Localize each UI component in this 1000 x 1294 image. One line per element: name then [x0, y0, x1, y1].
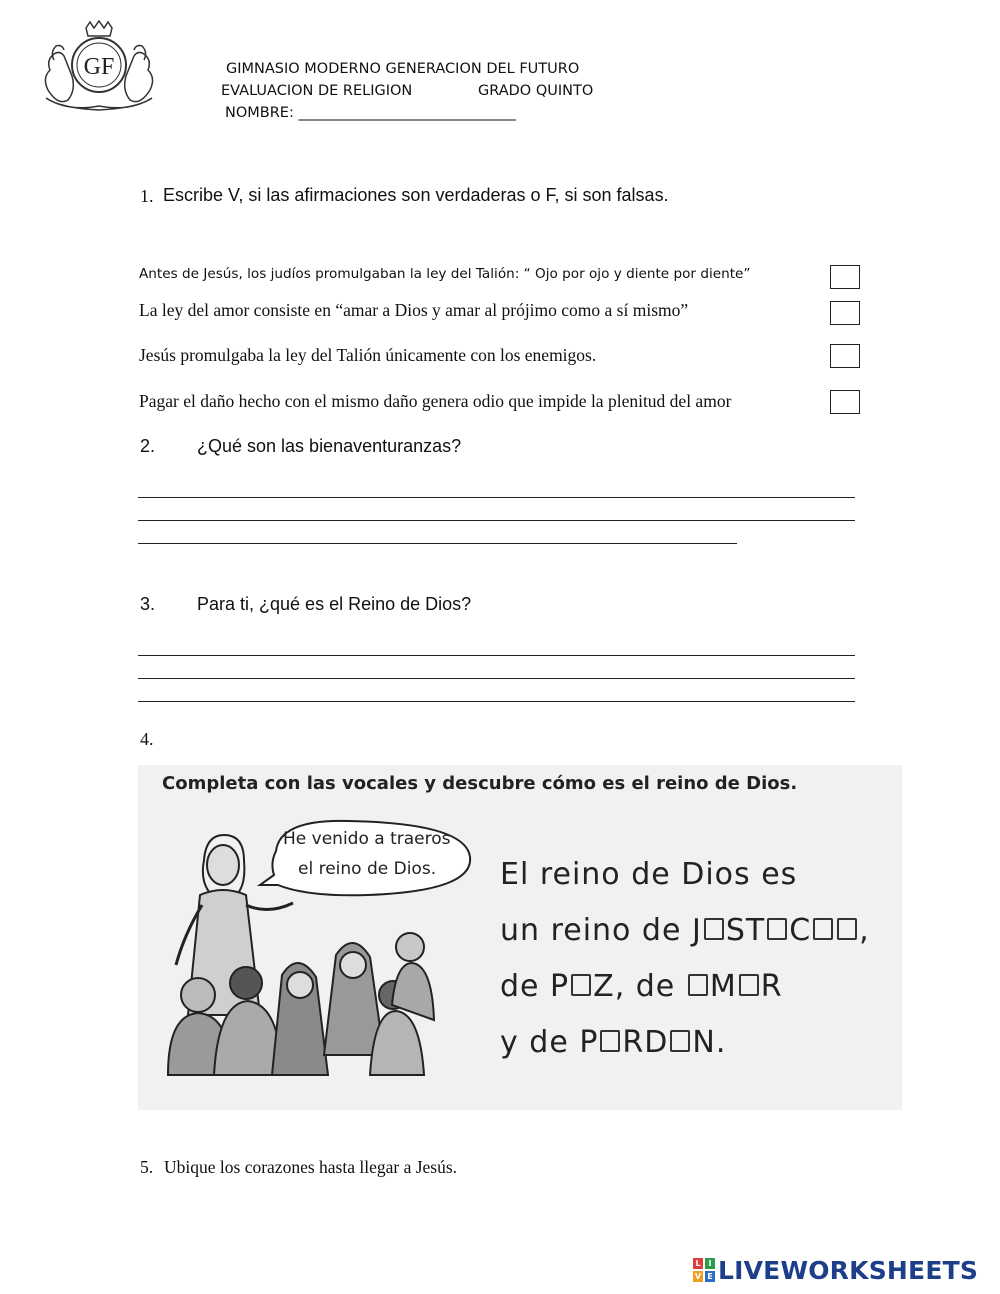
reino-line-4-part-a: RD	[622, 1025, 669, 1060]
grade-label: GRADO QUINTO	[478, 83, 594, 99]
reino-line-2-end: ,	[859, 913, 870, 948]
q3-answer-line-1[interactable]	[138, 655, 855, 656]
answer-box-4[interactable]	[830, 390, 860, 414]
name-field-label[interactable]: NOMBRE: ______________________________	[225, 105, 516, 121]
school-logo	[38, 20, 160, 112]
speech-bubble-line-1: He venido a traeros	[283, 829, 451, 849]
reino-line-3	[500, 969, 783, 1004]
school-crest-icon	[38, 20, 160, 112]
q3-number: 3.	[140, 594, 156, 614]
q2-number: 2.	[140, 436, 156, 456]
vowel-blank-3[interactable]	[813, 918, 833, 940]
jesus-children-illustration	[148, 805, 488, 1105]
vowel-blank-8[interactable]	[600, 1030, 620, 1052]
vowel-blank-6[interactable]	[688, 974, 708, 996]
q1-statement-4: Pagar el daño hecho con el mismo daño genera odio que impide la plenitud del amor	[139, 391, 732, 411]
reino-line-2	[500, 913, 870, 948]
q3-prompt: Para ti, ¿qué es el Reino de Dios?	[197, 594, 472, 614]
q4-title: Completa con las vocales y descubre cómo es el reino de Dios.	[162, 773, 798, 794]
vowel-blank-2[interactable]	[767, 918, 787, 940]
speech-bubble-line-2: el reino de Dios.	[298, 859, 437, 879]
q5-number: 5.	[140, 1157, 154, 1177]
exam-subject: EVALUACION DE RELIGION	[221, 83, 413, 99]
vowel-blank-4[interactable]	[837, 918, 857, 940]
q3-answer-line-3[interactable]	[138, 701, 855, 702]
q4-exercise-image	[138, 765, 902, 1110]
vowel-blank-9[interactable]	[670, 1030, 690, 1052]
reino-line-4	[500, 1025, 726, 1060]
q5-prompt: Ubique los corazones hasta llegar a Jesús.	[164, 1157, 458, 1177]
answer-box-3[interactable]	[830, 344, 860, 368]
reino-line-2-part-b: C	[789, 913, 812, 948]
q2-answer-line-1[interactable]	[138, 497, 855, 498]
q1-prompt: Escribe V, si las afirmaciones son verdaderas o F, si son falsas.	[163, 185, 669, 205]
liveworksheets-logo	[693, 1256, 993, 1286]
q1-statement-2: La ley del amor consiste en “amar a Dios y amar al prójimo como a sí mismo”	[139, 300, 689, 320]
q1-statement-3: Jesús promulgaba la ley del Talión únicamente con los enemigos.	[139, 345, 597, 365]
liveworksheets-wordmark[interactable]: LIVEWORKSHEETS	[718, 1256, 979, 1285]
reino-line-3-part-c: R	[760, 969, 783, 1004]
reino-line-3-part-b: M	[709, 969, 737, 1004]
logo-monogram: GF	[83, 54, 115, 80]
icon-letter-e: E	[705, 1271, 715, 1282]
q3-answer-line-2[interactable]	[138, 678, 855, 679]
q1-number: 1.	[140, 186, 154, 206]
vowel-blank-5[interactable]	[571, 974, 591, 996]
q2-prompt: ¿Qué son las bienaventuranzas?	[197, 436, 462, 456]
vowel-blank-7[interactable]	[739, 974, 759, 996]
school-name: GIMNASIO MODERNO GENERACION DEL FUTURO	[226, 61, 580, 77]
reino-line-2-part-a: ST	[725, 913, 766, 948]
reino-line-3-part-a: Z, de	[593, 969, 676, 1004]
reino-line-2-prefix: un reino de J	[500, 913, 702, 948]
icon-letter-i: I	[705, 1258, 715, 1269]
q2-answer-line-3[interactable]	[138, 543, 737, 544]
reino-line-4-part-b: N.	[692, 1025, 727, 1060]
q2-answer-line-2[interactable]	[138, 520, 855, 521]
reino-line-1: El reino de Dios es	[500, 857, 798, 892]
q1-statement-1: Antes de Jesús, los judíos promulgaban la ley del Talión: “ Ojo por ojo y diente por diente”	[139, 266, 751, 282]
q4-number: 4.	[140, 729, 154, 749]
answer-box-1[interactable]	[830, 265, 860, 289]
icon-letter-v: V	[694, 1272, 702, 1281]
reino-line-3-prefix: de P	[500, 969, 570, 1004]
answer-box-2[interactable]	[830, 301, 860, 325]
reino-line-4-prefix: y de P	[500, 1025, 599, 1060]
icon-letter-l: L	[693, 1258, 703, 1269]
vowel-blank-1[interactable]	[704, 918, 724, 940]
liveworksheets-icon	[693, 1258, 715, 1282]
